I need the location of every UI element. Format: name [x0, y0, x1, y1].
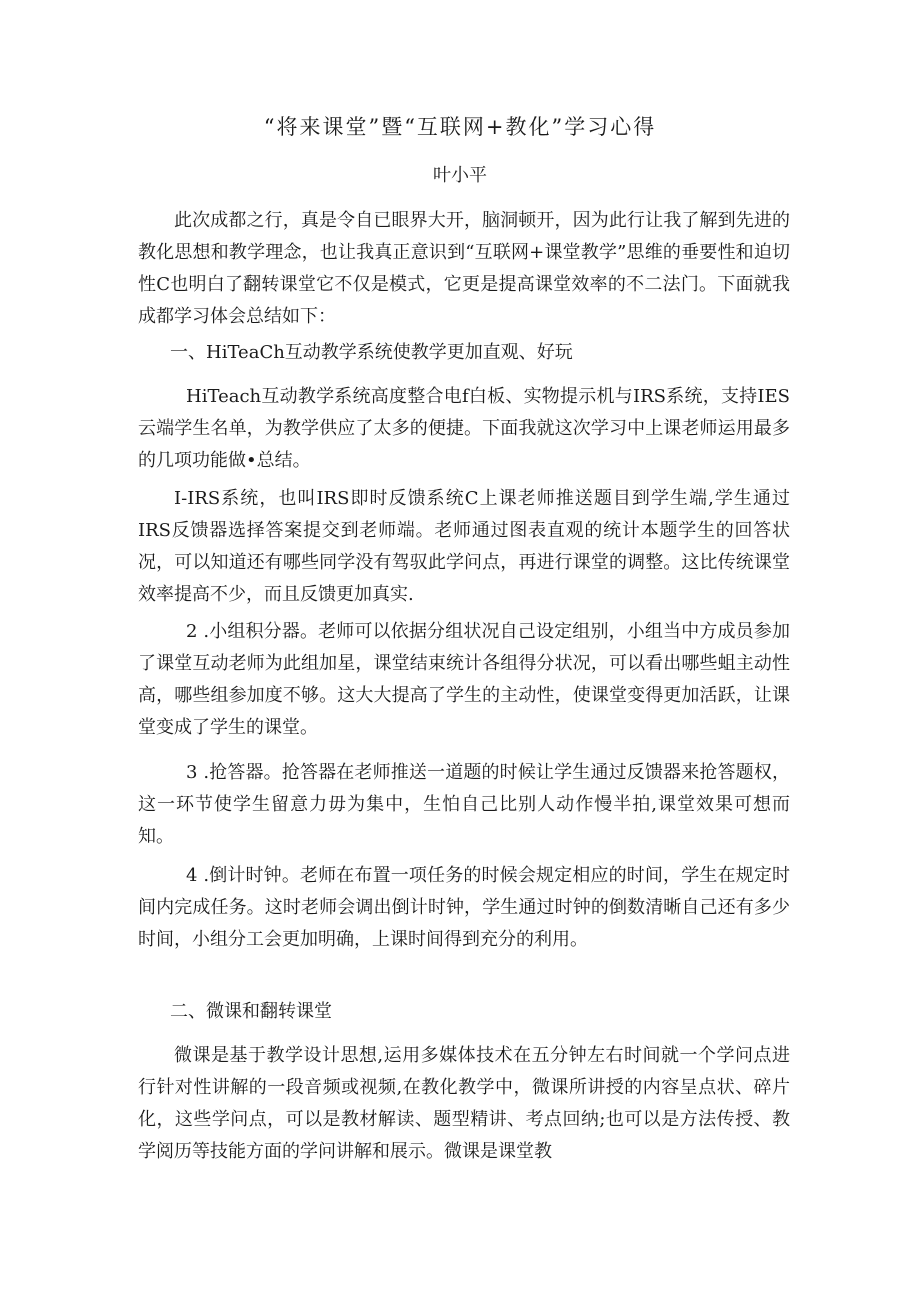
section-2-paragraph: 微课是基于教学设计思想,运用多媒体技术在五分钟左右时间就一个学问点进行针对性讲解的一段音频或视频,在教化教学中，微课所讲授的内容呈点状、碎片化，这些学问点，可以是教材解读、题型精讲、考点回纳;也可以是方法传授、教学阅历等技能方面的学问讲解和展示。微课是课堂教 — [138, 1045, 790, 1162]
document-title: “将来课堂”暨“互联网+教化”学习心得 — [263, 115, 657, 139]
section-1-paragraph: HiTeach互动教学系统高度整合电f白板、实物提示机与IRS系统，支持IES云端学生名单，为教学供应了太多的便捷。下面我就这次学习中上课老师运用最多的几项功能做•总结。 — [138, 386, 790, 471]
section-heading-1: 一、HiTeaCh互动教学系统使教学更加直观、好玩 — [170, 342, 573, 363]
section-heading-2: 二、微课和翻转课堂 — [170, 1001, 332, 1022]
list-item-4: 4 .倒计时钟。老师在布置一项任务的时候会规定相应的时间，学生在规定时间内完成任务。这时老师会调出倒计时钟，学生通过时钟的倒数清晰自己还有多少时间，小组分工会更加明确，上课时间得到充分的利用。 — [138, 865, 790, 950]
author-name: 叶小平 — [433, 165, 487, 186]
list-item-2: 2 .小组积分器。老师可以依据分组状况自己设定组别，小组当中方成员参加了课堂互动老师为此组加星，课堂结束统计各组得分状况，可以看出哪些蛆主动性高，哪些组参加度不够。这大大提高了学生的主动性，使课堂变得更加活跃，让课堂变成了学生的课堂。 — [138, 621, 790, 738]
list-item-1: I-IRS系统，也叫IRS即时反馈系统C上课老师推送题目到学生端,学生通过IRS反馈器选择答案提交到老师端。老师通过图表直观的统计本题学生的回答状况，可以知道还有哪些同学没有驾驭此学问点，再进行课堂的调整。这比传统课堂效率提高不少，而且反馈更加真实. — [138, 488, 790, 605]
intro-paragraph: 此次成都之行，真是令自已眼界大开，脑洞顿开，因为此行让我了解到先进的教化思想和教学理念，也让我真正意识到“互联网+课堂教学”思维的垂要性和迫切性C也明白了翻转课堂它不仅是模式，它更是提高课堂效率的不二法门。下面就我成都学习体会总结如下： — [138, 210, 790, 327]
list-item-3: 3 .抢答器。抢答器在老师推送一道题的时候让学生通过反馈器来抢答题权，这一环节使学生留意力毋为集中，生怕自己比别人动作慢半拍,课堂效果可想而知。 — [138, 762, 790, 847]
